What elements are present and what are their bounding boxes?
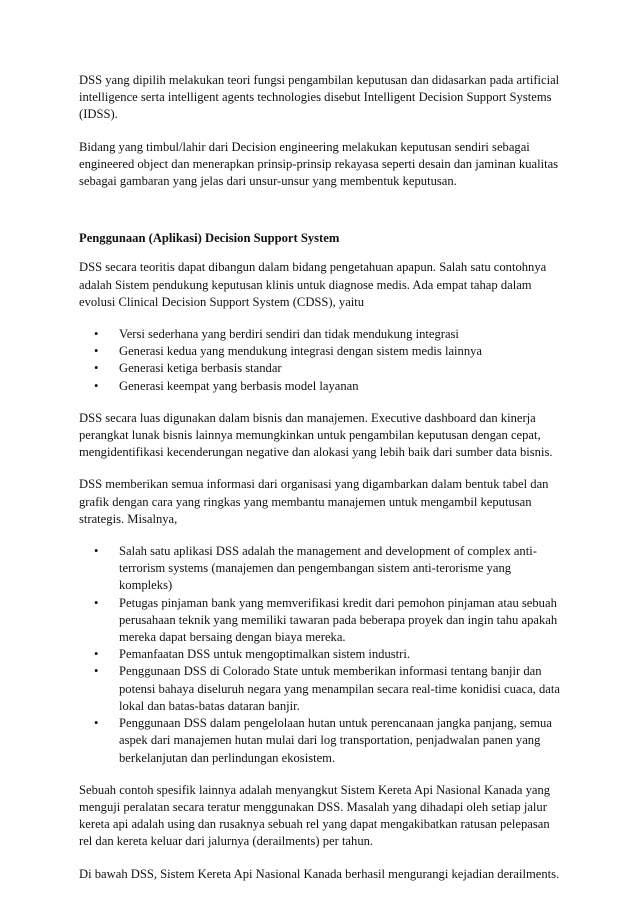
list-item (94, 715, 563, 767)
bullet-icon: • (94, 595, 99, 610)
paragraph-idss: DSS yang dipilih melakukan teori fungsi pengambilan keputusan dan didasarkan pada artificial intelligence serta intelligent agents technologies disebut Intelligent Decision Support Systems (IDSS). (79, 73, 560, 122)
list-item-text: Versi sederhana yang berdiri sendiri dan tidak mendukung integrasi (119, 327, 459, 342)
paragraph-cdss: DSS secara teoritis dapat dibangun dalam bidang pengetahuan apapun. Salah satu contohnya adalah Sistem pendukung keputusan klinis untuk diagnose medis. Ada empat tahap dalam evolusi Clinical Decision Support System (CDSS), yaitu (79, 260, 547, 309)
list-item-text: Generasi ketiga berbasis standar (119, 361, 282, 376)
document-body (79, 72, 563, 898)
bullet-icon: • (94, 361, 99, 376)
paragraph-business: DSS secara luas digunakan dalam bisnis dan manajemen. Executive dashboard dan kinerja perangkat lunak bisnis lainnya memungkinkan untuk pengambilan keputusan dengan cepat, mengidentifikasi kecenderungan negative dan alokasi yang lebih baik dari sumber data bisnis. (79, 410, 553, 460)
bullet-icon: • (94, 716, 99, 731)
list-item (94, 663, 563, 715)
bullet-icon: • (94, 344, 99, 359)
list-item-text: Generasi keempat yang berbasis model layanan (119, 378, 359, 393)
paragraph-railway: Sebuah contoh spesifik lainnya adalah menyangkut Sistem Kereta Api Nasional Kanada yang menguji peralatan secara teratur menggunakan DSS. Masalah yang dihadapi oleh setiap jalur kereta api adalah using dan rusaknya sebuah rel yang dapat mengakibatkan ratusan pelepasan rel dan kereta keluar dari jalurnya (derailments) per tahun. (79, 782, 551, 849)
paragraph-result: Di bawah DSS, Sistem Kereta Api Nasional Kanada berhasil mengurangi kejadian derailments. (79, 866, 560, 881)
list-item (94, 543, 563, 595)
cdss-stage-list (79, 326, 563, 395)
bullet-icon: • (94, 664, 99, 679)
list-item (94, 360, 563, 377)
list-item (94, 326, 563, 343)
list-item (94, 343, 563, 360)
bullet-icon: • (94, 647, 99, 662)
list-item-text: Generasi kedua yang mendukung integrasi dengan sistem medis lainnya (119, 344, 483, 359)
list-item (94, 646, 563, 663)
paragraph-decision-engineering: Bidang yang timbul/lahir dari Decision engineering melakukan keputusan sendiri sebagai engineered object dan menerapkan prinsip-prinsip rekayasa seperti desain dan jaminan kualitas sebagai gambaran yang jelas dari unsur-unsur yang membentuk keputusan. (79, 139, 559, 189)
bullet-icon: • (94, 544, 99, 559)
bullet-icon: • (94, 378, 99, 393)
paragraph-information: DSS memberikan semua informasi dari organisasi yang digambarkan dalam bentuk tabel dan grafik dengan cara yang ringkas yang membantu manajemen untuk mengambil keputusan strategis. Misalnya, (79, 477, 549, 526)
list-item-text: Penggunaan DSS di Colorado State untuk memberikan informasi tentang banjir dan potensi bahaya diseluruh negara yang menampilan secara real-time konidisi cuaca, data lokal dan batas-batas dataran banjir. (119, 664, 560, 713)
list-item-text: Petugas pinjaman bank yang memverifikasi kredit dari pemohon pinjaman atau sebuah perusahaan teknik yang memiliki tawaran pada beberapa proyek dan ingin tahu apakah mereka dapat bersaing dengan biaya mereka. (119, 595, 558, 645)
list-item-text: Salah satu aplikasi DSS adalah the management and development of complex anti-terrorism systems (manajemen dan pengembangan sistem anti-terorisme yang kompleks) (119, 544, 537, 593)
example-list (79, 543, 563, 767)
section-heading: Penggunaan (Aplikasi) Decision Support System (79, 231, 340, 246)
list-item (94, 378, 563, 395)
list-item-text: Penggunaan DSS dalam pengelolaan hutan untuk perencanaan jangka panjang, semua aspek dari manajemen hutan mulai dari log transportation, penjadwalan panen yang berkelanjutan dan perlindungan ekosistem. (119, 716, 552, 765)
list-item (94, 595, 563, 647)
list-item-text: Pemanfaatan DSS untuk mengoptimalkan sistem industri. (119, 647, 411, 662)
bullet-icon: • (94, 327, 99, 342)
